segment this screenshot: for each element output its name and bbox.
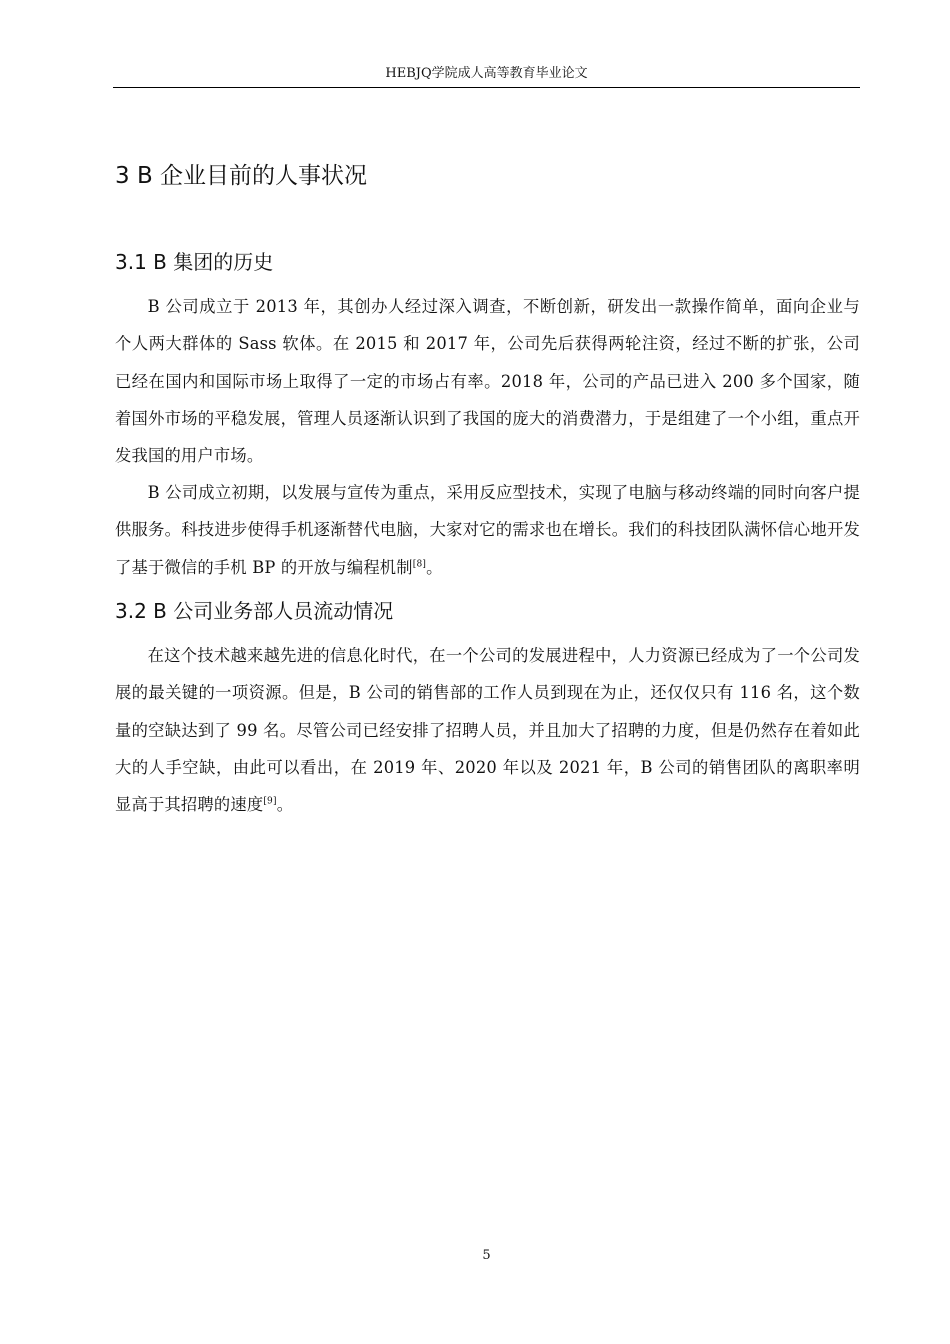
section-title-3-2: 3.2 B 公司业务部人员流动情况 xyxy=(115,599,394,623)
citation-9: [9] xyxy=(263,796,277,807)
section-title-3-1: 3.1 B 集团的历史 xyxy=(115,250,274,274)
paragraph-3-1-1 xyxy=(115,288,860,474)
paragraph-tail: 。 xyxy=(276,795,294,815)
paragraph-tail: 。 xyxy=(426,557,443,577)
citation-8: [8] xyxy=(412,559,427,570)
page-number: 5 xyxy=(482,1248,491,1263)
paragraph-text: B 公司成立于 2013 年，其创办人经过深入调查，不断创新，研发出一款操作简单，面向企业与个人两大群体的 Sass 软体。在 2015 和 2017 年，公司先后获得两轮注资，经过不断的扩张，公司已经在国内和国际市场上取得了一定的市场占有率。2018 年，公司的产品已进入 200 多个国家，随着国外市场的平稳发展，管理人员逐渐认识到了我国的庞大的消费潜力，于是组建了一个小组，重点开发我国的用户市场。 xyxy=(115,297,860,466)
page-header xyxy=(113,64,860,88)
paragraph-text: B 公司成立初期，以发展与宣传为重点，采用反应型技术，实现了电脑与移动终端的同时向客户提供服务。科技进步使得手机逐渐替代电脑，大家对它的需求也在增长。我们的科技团队满怀信心地开发了基于微信的手机 BP 的开放与编程机制 xyxy=(115,483,860,577)
paragraph-3-2-1 xyxy=(115,637,860,823)
paragraph-3-1-2 xyxy=(115,474,860,586)
chapter-title: 3 B 企业目前的人事状况 xyxy=(115,163,368,189)
paragraph-text: 在这个技术越来越先进的信息化时代，在一个公司的发展进程中，人力资源已经成为了一个公司发展的最关键的一项资源。但是，B 公司的销售部的工作人员到现在为止，还仅仅只有 116 名，这个数量的空缺达到了 99 名。尽管公司已经安排了招聘人员，并且加大了招聘的力度，但是仍然存在着如此大的人手空缺，由此可以看出，在 2019 年、2020 年以及 2021 年，B 公司的销售团队的离职率明显高于其招聘的速度 xyxy=(115,646,860,815)
header-text: HEBJQ学院成人高等教育毕业论文 xyxy=(385,66,588,81)
